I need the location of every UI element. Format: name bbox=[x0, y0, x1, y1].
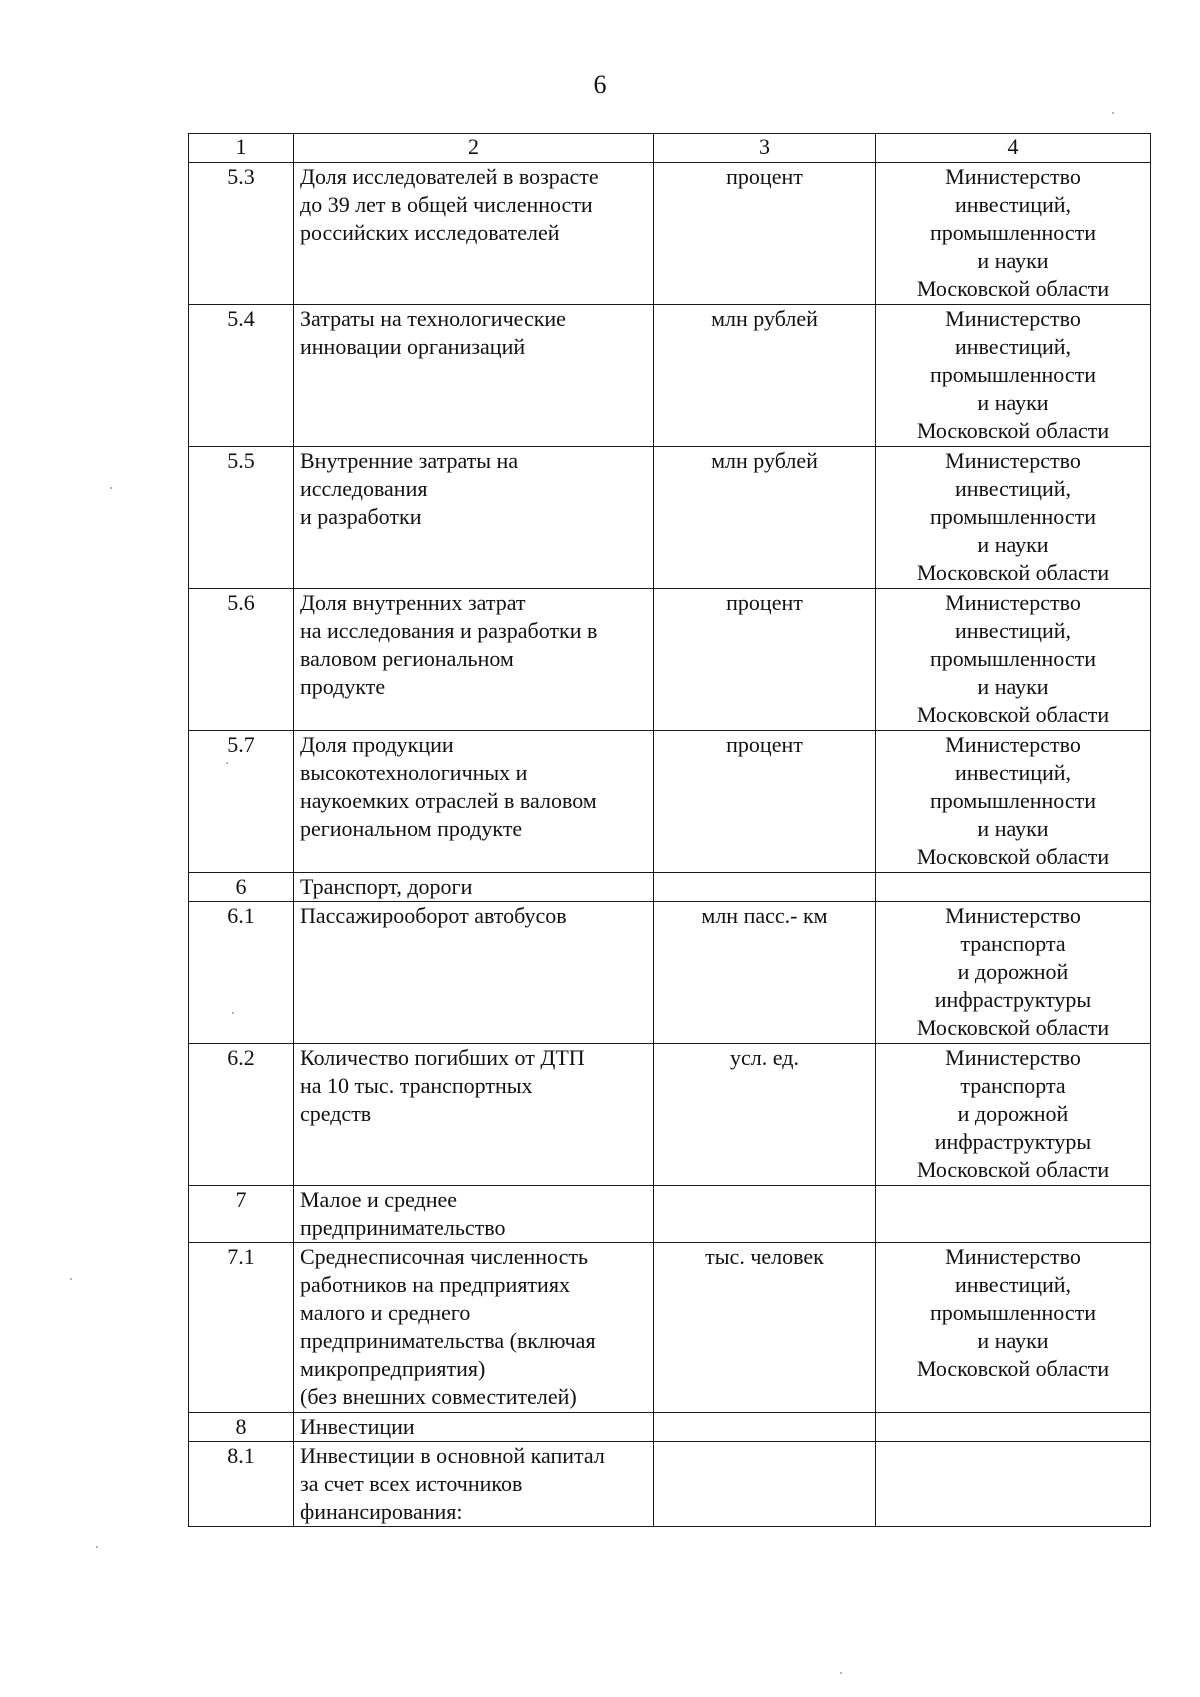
table-row bbox=[189, 873, 1151, 902]
unit-cell: процент bbox=[654, 589, 876, 731]
unit-cell: процент bbox=[654, 163, 876, 305]
indicator-name-line: региональном продукте bbox=[300, 816, 523, 841]
indicator-name-cell bbox=[294, 1186, 654, 1243]
responsible-body-cell bbox=[876, 1243, 1151, 1413]
indicator-name-line: Внутренние затраты на bbox=[300, 448, 519, 473]
responsible-body-line: и науки bbox=[977, 1328, 1049, 1353]
responsible-body-line: Министерство bbox=[945, 590, 1081, 615]
unit-cell: процент bbox=[654, 731, 876, 873]
indicator-name-cell bbox=[294, 1413, 654, 1442]
indicator-name-line: валовом региональном bbox=[300, 646, 514, 671]
responsible-body-line: инвестиций, bbox=[954, 476, 1072, 501]
scan-speck bbox=[96, 1546, 98, 1548]
responsible-body-line: и науки bbox=[977, 674, 1049, 699]
indicator-name-line: Транспорт, дороги bbox=[300, 874, 473, 899]
table-row bbox=[189, 1442, 1151, 1527]
row-number-cell: 7.1 bbox=[189, 1243, 294, 1413]
table-row bbox=[189, 1243, 1151, 1413]
table-row bbox=[189, 1044, 1151, 1186]
indicator-name-cell bbox=[294, 163, 654, 305]
scan-speck bbox=[840, 1672, 842, 1674]
page-number: 6 bbox=[593, 70, 607, 99]
indicator-name-line: финансирования: bbox=[300, 1499, 463, 1524]
indicator-name-line: на 10 тыс. транспортных bbox=[300, 1073, 533, 1098]
indicator-name-line: инновации организаций bbox=[300, 334, 526, 359]
indicator-name-line: высокотехнологичных и bbox=[300, 760, 528, 785]
responsible-body-line: Министерство bbox=[945, 903, 1081, 928]
indicator-name-cell bbox=[294, 305, 654, 447]
unit-cell bbox=[654, 1442, 876, 1527]
responsible-body-cell bbox=[876, 1413, 1151, 1442]
unit-cell: усл. ед. bbox=[654, 1044, 876, 1186]
scan-speck bbox=[226, 762, 228, 764]
responsible-body-line: инфраструктуры bbox=[934, 987, 1092, 1012]
indicator-name-line: и разработки bbox=[300, 504, 422, 529]
indicator-name-line: Затраты на технологические bbox=[300, 306, 566, 331]
indicator-name-line: Малое и среднее bbox=[300, 1187, 458, 1212]
scan-speck bbox=[70, 1278, 72, 1280]
responsible-body-line: Московской области bbox=[916, 702, 1110, 727]
indicator-name-line: Доля продукции bbox=[300, 732, 454, 757]
responsible-body-cell bbox=[876, 873, 1151, 902]
responsible-body-line: и дорожной bbox=[957, 1101, 1069, 1126]
responsible-body-line: промышленности bbox=[930, 788, 1096, 813]
responsible-body-line: Министерство bbox=[945, 1244, 1081, 1269]
responsible-body-line: инвестиций, bbox=[954, 1272, 1072, 1297]
row-number-cell: 5.7 bbox=[189, 731, 294, 873]
responsible-body-line: инвестиций, bbox=[954, 618, 1072, 643]
indicator-name-line: Инвестиции bbox=[300, 1414, 415, 1439]
row-number-cell: 8.1 bbox=[189, 1442, 294, 1527]
responsible-body-line: инвестиций, bbox=[954, 334, 1072, 359]
responsible-body-line: Московской области bbox=[916, 276, 1110, 301]
responsible-body-cell bbox=[876, 589, 1151, 731]
responsible-body-line: Московской области bbox=[916, 1157, 1110, 1182]
unit-cell: млн рублей bbox=[654, 305, 876, 447]
responsible-body-line: транспорта bbox=[960, 931, 1066, 956]
responsible-body-line: и науки bbox=[977, 248, 1049, 273]
indicator-name-line: микропредприятия) bbox=[300, 1356, 486, 1381]
responsible-body-line: и науки bbox=[977, 532, 1049, 557]
indicator-name-cell bbox=[294, 902, 654, 1044]
responsible-body-cell bbox=[876, 1442, 1151, 1527]
row-number-cell: 5.3 bbox=[189, 163, 294, 305]
indicator-name-line: продукте bbox=[300, 674, 386, 699]
indicator-name-line: работников на предприятиях bbox=[300, 1272, 570, 1297]
indicator-name-cell bbox=[294, 589, 654, 731]
indicator-name-cell bbox=[294, 1243, 654, 1413]
responsible-body-line: Министерство bbox=[945, 1045, 1081, 1070]
responsible-body-line: Московской области bbox=[916, 560, 1110, 585]
unit-cell: млн рублей bbox=[654, 447, 876, 589]
indicator-name-line: Доля исследователей в возрасте bbox=[300, 164, 599, 189]
unit-cell: тыс. человек bbox=[654, 1243, 876, 1413]
header-cell-1: 1 bbox=[189, 134, 294, 163]
responsible-body-line: промышленности bbox=[930, 362, 1096, 387]
responsible-body-line: Министерство bbox=[945, 306, 1081, 331]
indicator-name-cell bbox=[294, 1442, 654, 1527]
table-row bbox=[189, 1413, 1151, 1442]
responsible-body-line: Министерство bbox=[945, 732, 1081, 757]
responsible-body-line: Московской области bbox=[916, 1015, 1110, 1040]
responsible-body-line: промышленности bbox=[930, 220, 1096, 245]
row-number-cell: 8 bbox=[189, 1413, 294, 1442]
indicator-name-line: предпринимательства (включая bbox=[300, 1328, 596, 1353]
row-number-cell: 5.5 bbox=[189, 447, 294, 589]
responsible-body-line: Московской области bbox=[916, 418, 1110, 443]
indicator-name-line: на исследования и разработки в bbox=[300, 618, 598, 643]
indicator-name-line: исследования bbox=[300, 476, 428, 501]
indicator-name-line: Пассажирооборот автобусов bbox=[300, 903, 567, 928]
table-row bbox=[189, 589, 1151, 731]
unit-cell bbox=[654, 873, 876, 902]
responsible-body-line: Московской области bbox=[916, 844, 1110, 869]
table-row bbox=[189, 902, 1151, 1044]
responsible-body-line: Министерство bbox=[945, 448, 1081, 473]
responsible-body-line: Московской области bbox=[916, 1356, 1110, 1381]
indicator-name-line: наукоемких отраслей в валовом bbox=[300, 788, 597, 813]
responsible-body-line: и науки bbox=[977, 816, 1049, 841]
indicator-name-line: (без внешних совместителей) bbox=[300, 1384, 577, 1409]
row-number-cell: 7 bbox=[189, 1186, 294, 1243]
indicator-name-line: Среднесписочная численность bbox=[300, 1244, 589, 1269]
indicator-name-line: за счет всех источников bbox=[300, 1471, 523, 1496]
scan-speck bbox=[110, 487, 112, 489]
responsible-body-line: и дорожной bbox=[957, 959, 1069, 984]
responsible-body-line: Министерство bbox=[945, 164, 1081, 189]
indicator-name-line: российских исследователей bbox=[300, 220, 560, 245]
row-number-cell: 6.1 bbox=[189, 902, 294, 1044]
indicators-table bbox=[188, 133, 1151, 1527]
responsible-body-line: инфраструктуры bbox=[934, 1129, 1092, 1154]
indicator-name-line: средств bbox=[300, 1101, 372, 1126]
responsible-body-cell bbox=[876, 447, 1151, 589]
unit-cell bbox=[654, 1413, 876, 1442]
responsible-body-line: транспорта bbox=[960, 1073, 1066, 1098]
scan-speck bbox=[232, 1012, 234, 1014]
responsible-body-line: промышленности bbox=[930, 504, 1096, 529]
indicator-name-cell bbox=[294, 731, 654, 873]
unit-cell: млн пасс.- км bbox=[654, 902, 876, 1044]
header-cell-4: 4 bbox=[876, 134, 1151, 163]
indicator-name-cell bbox=[294, 1044, 654, 1186]
header-cell-2: 2 bbox=[294, 134, 654, 163]
table-row bbox=[189, 731, 1151, 873]
indicator-name-line: малого и среднего bbox=[300, 1300, 471, 1325]
responsible-body-line: промышленности bbox=[930, 646, 1096, 671]
indicator-name-cell bbox=[294, 447, 654, 589]
table-body bbox=[189, 163, 1151, 1527]
indicator-name-cell bbox=[294, 873, 654, 902]
responsible-body-cell bbox=[876, 1044, 1151, 1186]
responsible-body-cell bbox=[876, 731, 1151, 873]
table-row bbox=[189, 447, 1151, 589]
indicator-name-line: предпринимательство bbox=[300, 1215, 506, 1240]
responsible-body-cell bbox=[876, 902, 1151, 1044]
responsible-body-line: инвестиций, bbox=[954, 192, 1072, 217]
row-number-cell: 6.2 bbox=[189, 1044, 294, 1186]
header-cell-3: 3 bbox=[654, 134, 876, 163]
indicator-name-line: Количество погибших от ДТП bbox=[300, 1045, 585, 1070]
row-number-cell: 6 bbox=[189, 873, 294, 902]
indicator-name-line: Доля внутренних затрат bbox=[300, 590, 526, 615]
indicator-name-line: Инвестиции в основной капитал bbox=[300, 1443, 605, 1468]
indicator-name-line: до 39 лет в общей численности bbox=[300, 192, 593, 217]
table-header-row bbox=[189, 134, 1151, 163]
responsible-body-cell bbox=[876, 1186, 1151, 1243]
row-number-cell: 5.4 bbox=[189, 305, 294, 447]
scan-speck bbox=[1112, 112, 1114, 114]
unit-cell bbox=[654, 1186, 876, 1243]
table-row bbox=[189, 1186, 1151, 1243]
responsible-body-line: инвестиций, bbox=[954, 760, 1072, 785]
row-number-cell: 5.6 bbox=[189, 589, 294, 731]
table-row bbox=[189, 305, 1151, 447]
responsible-body-cell bbox=[876, 305, 1151, 447]
responsible-body-cell bbox=[876, 163, 1151, 305]
table-row bbox=[189, 163, 1151, 305]
responsible-body-line: и науки bbox=[977, 390, 1049, 415]
responsible-body-line: промышленности bbox=[930, 1300, 1096, 1325]
